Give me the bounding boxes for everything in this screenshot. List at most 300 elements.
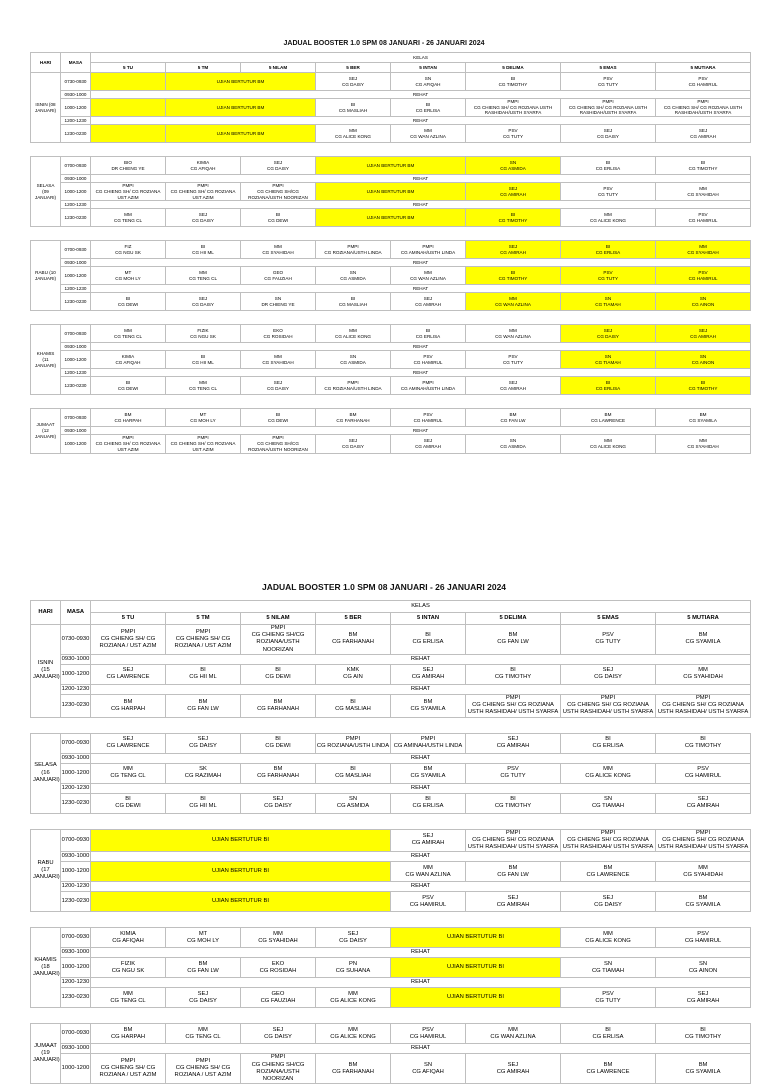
- subject-cell: [561, 664, 656, 684]
- rehat-cell: REHAT: [91, 654, 751, 664]
- subject-cell: [166, 209, 241, 227]
- subject-code: BM: [273, 765, 283, 772]
- subject-code: BI: [700, 159, 706, 165]
- subject-code: BI: [425, 632, 431, 639]
- subject-cell: [316, 625, 391, 655]
- teacher-name: CG AMIRAH: [415, 444, 441, 449]
- subject-cell: [656, 241, 751, 259]
- subject-code: PMPI: [602, 99, 614, 104]
- exam-cell: [316, 157, 466, 175]
- subject-cell: [466, 73, 561, 91]
- subject-cell: [241, 183, 316, 201]
- subject-cell: [656, 928, 751, 948]
- subject-code: SEJ: [602, 667, 614, 674]
- teacher-name: CG HAMIRUL: [688, 217, 718, 223]
- rehat-cell: REHAT: [91, 852, 751, 862]
- table-row: [31, 117, 751, 125]
- subject-cell: [316, 293, 391, 311]
- subject-code: PMPI: [695, 829, 711, 836]
- subject-code: PSV: [602, 990, 614, 997]
- subject-code: SEJ: [507, 735, 519, 742]
- subject-code: SN: [604, 296, 612, 302]
- exam-cell: [91, 829, 391, 852]
- subject-cell: [91, 293, 166, 311]
- subject-code: BI: [510, 270, 516, 276]
- subject-code: SN: [348, 795, 358, 802]
- subject-cell: [166, 988, 241, 1008]
- teacher-name: CG AINON: [691, 301, 715, 307]
- subject-cell: [241, 157, 316, 175]
- subject-code: PSV: [603, 186, 613, 192]
- subject-cell: [241, 664, 316, 684]
- subject-cell: [656, 293, 751, 311]
- subject-code: PMPI: [600, 829, 616, 836]
- subject-cell: [241, 209, 316, 227]
- table-row: [31, 91, 751, 99]
- subject-code: MM: [509, 328, 517, 334]
- subject-code: BM: [273, 698, 283, 705]
- teacher-name: CG CHIENG SH/CG ROZIANA/USTH NOORIZAN: [248, 441, 308, 452]
- subject-cell: [466, 664, 561, 684]
- subject-cell: [656, 958, 751, 978]
- subject-code: PSV: [697, 765, 709, 772]
- hari-header: HARI: [31, 53, 61, 73]
- subject-code: PMPI: [505, 829, 521, 836]
- teacher-name: CG FARHANAH: [257, 705, 299, 712]
- teacher-name: CG TENG CL: [114, 217, 142, 223]
- subject-cell: [391, 409, 466, 427]
- page-week-1: [0, 0, 768, 520]
- subject-code: PSV: [603, 270, 613, 276]
- subject-code: UJIAN BERTUTUR BM: [216, 78, 265, 84]
- teacher-name: CG TUTY: [595, 639, 621, 646]
- subject-cell: [241, 694, 316, 717]
- subject-cell: [391, 435, 466, 453]
- time-cell: 1000-1200: [61, 435, 91, 453]
- subject-code: UJIAN BERTUTUR BI: [447, 964, 504, 971]
- teacher-name: CG ROSIDAH: [263, 333, 293, 339]
- teacher-name: CG DEWI: [265, 674, 291, 681]
- subject-cell: [91, 267, 166, 285]
- table-row: [31, 978, 751, 988]
- subject-cell: [561, 73, 656, 91]
- subject-code: PMPI: [422, 244, 434, 250]
- class-header: 5 TU: [91, 63, 166, 73]
- teacher-name: CG FAN LW: [500, 417, 526, 423]
- table-row: [31, 763, 751, 783]
- subject-code: BI: [200, 244, 206, 250]
- day-separator: [31, 143, 751, 157]
- subject-cell: [316, 435, 391, 453]
- subject-code: MM: [124, 212, 132, 218]
- subject-code: BI: [275, 212, 281, 218]
- subject-cell: [391, 241, 466, 259]
- teacher-name: DR CHIENG YE: [261, 301, 295, 307]
- subject-code: MM: [349, 328, 357, 334]
- subject-code: BI: [605, 244, 611, 250]
- teacher-name: CG ERLISA: [412, 639, 444, 646]
- teacher-name: CG HAMIRUL: [409, 901, 447, 908]
- time-cell: 1230-0230: [61, 125, 91, 143]
- teacher-name: CG SYAMILA: [685, 1068, 721, 1075]
- subject-code: SEJ: [507, 894, 519, 901]
- rehat-cell: REHAT: [91, 1044, 751, 1054]
- subject-code: BM: [423, 698, 433, 705]
- subject-code: FIZIK: [197, 328, 209, 334]
- rehat-cell: REHAT: [91, 427, 751, 435]
- subject-code: KIMIA: [120, 930, 136, 937]
- subject-cell: [91, 377, 166, 395]
- subject-code: PMPI: [120, 1057, 136, 1064]
- table-row: [31, 157, 751, 175]
- table-row: [31, 99, 751, 117]
- subject-code: BI: [275, 667, 281, 674]
- teacher-name: CG FARHANAH: [257, 773, 299, 780]
- table-row: [31, 183, 751, 201]
- day-cell: SELASA (16 JANUARI): [31, 733, 61, 813]
- subject-cell: [656, 625, 751, 655]
- subject-cell: [241, 988, 316, 1008]
- time-cell: 1230-0230: [61, 377, 91, 395]
- page-week-2: [0, 520, 768, 1083]
- teacher-name: CG HAMIRUL: [688, 275, 718, 281]
- subject-code: SEJ: [422, 833, 434, 840]
- teacher-name: CG DAISY: [594, 674, 622, 681]
- subject-cell: [656, 267, 751, 285]
- teacher-name: CG TUTY: [597, 81, 619, 87]
- subject-cell: [656, 862, 751, 882]
- teacher-name: CG DAISY: [342, 81, 364, 87]
- teacher-name: CG TIMOTHY: [494, 803, 532, 810]
- subject-code: MM: [423, 864, 433, 871]
- subject-code: SEJ: [122, 735, 134, 742]
- class-header: 5 BER: [316, 63, 391, 73]
- subject-code: SN: [603, 960, 613, 967]
- time-cell: 0930-1000: [61, 852, 91, 862]
- subject-cell: [391, 763, 466, 783]
- subject-cell: [241, 241, 316, 259]
- subject-code: BI: [425, 101, 431, 107]
- subject-code: BI: [510, 795, 516, 802]
- subject-cell: [561, 183, 656, 201]
- teacher-name: CG AMIRAH: [500, 249, 526, 255]
- subject-cell: [166, 351, 241, 369]
- subject-cell: [91, 694, 166, 717]
- day-separator: [31, 1008, 751, 1024]
- subject-code: BM: [603, 864, 613, 871]
- day-cell: RABU (17 JANUARI): [31, 829, 61, 912]
- subject-code: SN: [603, 795, 613, 802]
- subject-cell: [466, 733, 561, 753]
- teacher-name: CG HAMIRUL: [684, 937, 722, 944]
- subject-code: SEJ: [508, 244, 518, 250]
- subject-cell: [466, 862, 561, 882]
- rehat-cell: REHAT: [91, 783, 751, 793]
- subject-cell: [316, 377, 391, 395]
- teacher-name: CG HAMIRUL: [409, 1033, 447, 1040]
- teacher-name: CG TIMOTHY: [498, 217, 528, 223]
- subject-code: SK: [199, 765, 207, 772]
- teacher-name: CG TIMOTHY: [688, 385, 718, 391]
- day-separator: [31, 813, 751, 829]
- subject-code: BI: [200, 354, 206, 360]
- teacher-name: CG SYAHIDAH: [687, 191, 719, 197]
- class-header: 5 DELIMA: [466, 63, 561, 73]
- subject-cell: [561, 293, 656, 311]
- subject-cell: [166, 1024, 241, 1044]
- subject-cell: [91, 99, 166, 117]
- subject-cell: [391, 793, 466, 813]
- teacher-name: CG ASMIDA: [340, 275, 366, 281]
- subject-cell: [91, 183, 166, 201]
- exam-cell: [391, 958, 561, 978]
- subject-cell: [91, 157, 166, 175]
- time-cell: 1200-1230: [61, 201, 91, 209]
- subject-code: SEJ: [273, 380, 283, 386]
- subject-code: SN: [509, 159, 517, 165]
- subject-cell: [166, 267, 241, 285]
- teacher-name: CG MASLIAH: [338, 301, 368, 307]
- subject-cell: [561, 267, 656, 285]
- table-row: [31, 293, 751, 311]
- subject-cell: [561, 1024, 656, 1044]
- teacher-name: CG DAISY: [594, 901, 622, 908]
- teacher-name: CG DEWI: [117, 385, 139, 391]
- subject-code: SEJ: [422, 667, 434, 674]
- subject-cell: [91, 793, 166, 813]
- teacher-name: CG HAMIRUL: [413, 417, 443, 423]
- class-header: 5 INTAN: [391, 63, 466, 73]
- time-cell: 0930-1000: [61, 654, 91, 664]
- teacher-name: CG AFIQAH: [112, 937, 144, 944]
- subject-cell: [316, 125, 391, 143]
- time-cell: 1000-1200: [61, 99, 91, 117]
- teacher-name: CG SYAHIDAH: [262, 359, 294, 365]
- class-header: 5 TU: [91, 613, 166, 625]
- subject-cell: [561, 241, 656, 259]
- table-row: [31, 1054, 751, 1084]
- teacher-name: CG LAWRENCE: [106, 674, 150, 681]
- teacher-name: CG HII ML: [189, 803, 217, 810]
- subject-code: MM: [603, 765, 613, 772]
- subject-cell: [466, 99, 561, 117]
- subject-cell: [91, 1054, 166, 1084]
- table-row: [31, 209, 751, 227]
- day-cell: KHAMIS (11 JANUARI): [31, 325, 61, 395]
- teacher-name: CG CHIENG SH/ CG ROZIANA USTH RASHIDAH/USTH SYARFA: [473, 104, 553, 116]
- subject-cell: [91, 733, 166, 753]
- teacher-name: CG TENG CL: [185, 1033, 221, 1040]
- subject-cell: [561, 409, 656, 427]
- subject-cell: [561, 733, 656, 753]
- subject-code: MM: [199, 270, 207, 276]
- subject-cell: [391, 1054, 466, 1084]
- subject-cell: [656, 377, 751, 395]
- teacher-name: CG TIAMAH: [591, 803, 625, 810]
- subject-cell: [166, 293, 241, 311]
- subject-code: KIMIA: [121, 354, 135, 360]
- teacher-name: CG DEWI: [117, 301, 139, 307]
- subject-code: SEJ: [272, 1026, 284, 1033]
- subject-cell: [656, 694, 751, 717]
- subject-cell: [91, 209, 166, 227]
- subject-code: SN: [424, 75, 432, 81]
- subject-code: PMPI: [197, 183, 209, 189]
- subject-cell: [561, 435, 656, 453]
- time-cell: 0700-0930: [61, 325, 91, 343]
- teacher-name: CG CHIENG SH/CG ROZIANA/USTH NOORIZAN: [251, 1061, 305, 1083]
- day-cell: ISNIN (15 JANUARI): [31, 625, 61, 718]
- subject-code: SN: [699, 354, 707, 360]
- subject-code: MM: [123, 990, 133, 997]
- subject-code: SN: [699, 296, 707, 302]
- subject-cell: [656, 763, 751, 783]
- subject-cell: [391, 694, 466, 717]
- subject-cell: [656, 351, 751, 369]
- subject-code: PMPI: [120, 628, 136, 635]
- teacher-name: CG ERLISA: [595, 385, 621, 391]
- teacher-name: CG FAUZIAH: [260, 997, 296, 1004]
- teacher-name: CG TUTY: [502, 359, 524, 365]
- day-cell: JUMAAT (19 JANUARI): [31, 1024, 61, 1084]
- teacher-name: CG DAISY: [192, 301, 214, 307]
- teacher-name: CG AMINAH/USTH LINDA: [400, 249, 456, 255]
- subject-cell: [241, 351, 316, 369]
- subject-code: PMPI: [195, 1057, 211, 1064]
- subject-code: PMPI: [347, 244, 359, 250]
- time-cell: 0700-0930: [61, 733, 91, 753]
- subject-code: BI: [700, 735, 706, 742]
- subject-code: UJIAN BERTUTUR BM: [216, 130, 265, 136]
- subject-code: MT: [198, 930, 208, 937]
- teacher-name: CG AMIRAH: [686, 997, 720, 1004]
- rehat-cell: REHAT: [91, 753, 751, 763]
- subject-cell: [241, 733, 316, 753]
- exam-cell: [316, 183, 466, 201]
- subject-code: SN: [699, 960, 708, 967]
- subject-code: BM: [604, 412, 612, 418]
- subject-cell: [561, 625, 656, 655]
- teacher-name: CG NGU SK: [190, 333, 216, 339]
- teacher-name: CG AMIRAH: [496, 901, 530, 908]
- subject-code: SEJ: [698, 328, 708, 334]
- subject-code: BI: [350, 296, 356, 302]
- subject-code: KIMIA: [196, 159, 210, 165]
- subject-cell: [391, 73, 466, 91]
- teacher-name: CG ERLISA: [595, 249, 621, 255]
- rehat-cell: REHAT: [91, 882, 751, 892]
- subject-cell: [391, 351, 466, 369]
- kelas-header: KELAS: [91, 53, 751, 63]
- teacher-name: CG DAISY: [264, 803, 292, 810]
- rehat-cell: REHAT: [91, 978, 751, 988]
- subject-code: MM: [698, 864, 708, 871]
- subject-cell: [466, 183, 561, 201]
- subject-cell: [466, 625, 561, 655]
- teacher-name: CG DAISY: [267, 165, 289, 171]
- subject-cell: [241, 325, 316, 343]
- teacher-name: CG ASMIDA: [500, 165, 526, 171]
- class-header: 5 TM: [166, 63, 241, 73]
- teacher-name: CG ASMIDA: [336, 803, 370, 810]
- subject-cell: [316, 99, 391, 117]
- table-row: [31, 1044, 751, 1054]
- class-header: 5 MUTIARA: [656, 613, 751, 625]
- exam-cell: [166, 73, 316, 91]
- subject-cell: [91, 988, 166, 1008]
- subject-cell: [466, 267, 561, 285]
- time-cell: 0700-0930: [61, 829, 91, 852]
- teacher-name: CG ERLISA: [595, 165, 621, 171]
- subject-code: PSV: [423, 412, 433, 418]
- rehat-cell: REHAT: [91, 343, 751, 351]
- subject-code: SEJ: [603, 328, 613, 334]
- exam-cell: [166, 99, 316, 117]
- subject-code: SEJ: [348, 75, 358, 81]
- subject-code: BI: [605, 159, 611, 165]
- subject-cell: [466, 1024, 561, 1044]
- teacher-name: CG DAISY: [189, 997, 217, 1004]
- time-cell: 1000-1200: [61, 862, 91, 882]
- subject-cell: [561, 125, 656, 143]
- time-cell: 0930-1000: [61, 1044, 91, 1054]
- subject-cell: [91, 435, 166, 453]
- teacher-name: CG TIMOTHY: [498, 81, 528, 87]
- class-header: 5 INTAN: [391, 613, 466, 625]
- subject-cell: [316, 1024, 391, 1044]
- subject-cell: [391, 829, 466, 852]
- teacher-name: CG CHIENG SH/ CG ROZIANA UST AZIM: [170, 441, 236, 452]
- teacher-name: CG ROZIANA/USTH LINDA: [324, 249, 382, 255]
- subject-code: BM: [348, 1061, 358, 1068]
- teacher-name: CG NGU SK: [111, 967, 145, 974]
- subject-code: FIZ: [124, 244, 132, 250]
- subject-code: SEJ: [698, 127, 708, 133]
- time-cell: 1200-1230: [61, 285, 91, 293]
- teacher-name: CG AMIRAH: [415, 301, 441, 307]
- subject-code: PMPI: [272, 183, 284, 189]
- rehat-cell: REHAT: [91, 259, 751, 267]
- subject-cell: [656, 892, 751, 912]
- table-row: [31, 259, 751, 267]
- subject-code: BM: [349, 412, 357, 418]
- subject-cell: [466, 829, 561, 852]
- teacher-name: CG SYAHIDAH: [687, 249, 719, 255]
- subject-cell: [656, 209, 751, 227]
- teacher-name: CG DEWI: [267, 417, 289, 423]
- subject-cell: [656, 73, 751, 91]
- schedule-table-week-1: [30, 52, 751, 454]
- teacher-name: CG CHIENG SH/ CG ROZIANA UST AZIM: [95, 188, 161, 200]
- teacher-name: CG TUTY: [500, 773, 526, 780]
- subject-cell: [561, 209, 656, 227]
- table-row: [31, 664, 751, 684]
- subject-cell: [316, 733, 391, 753]
- teacher-name: CG ROZIANA/USTH LINDA: [324, 385, 382, 391]
- table-row: [31, 351, 751, 369]
- subject-code: BM: [124, 412, 132, 418]
- teacher-name: CG ALICE KONG: [335, 333, 371, 339]
- day-separator: [31, 311, 751, 325]
- teacher-name: CG TIMOTHY: [684, 743, 722, 750]
- teacher-name: CG MASLIAH: [335, 705, 371, 712]
- subject-code: UJIAN BERTUTUR BI: [212, 868, 269, 875]
- subject-code: MM: [699, 438, 707, 444]
- class-header: 5 NILAM: [241, 613, 316, 625]
- subject-code: PMPI: [270, 1054, 286, 1061]
- time-cell: 1000-1200: [61, 958, 91, 978]
- time-cell: 1000-1200: [61, 267, 91, 285]
